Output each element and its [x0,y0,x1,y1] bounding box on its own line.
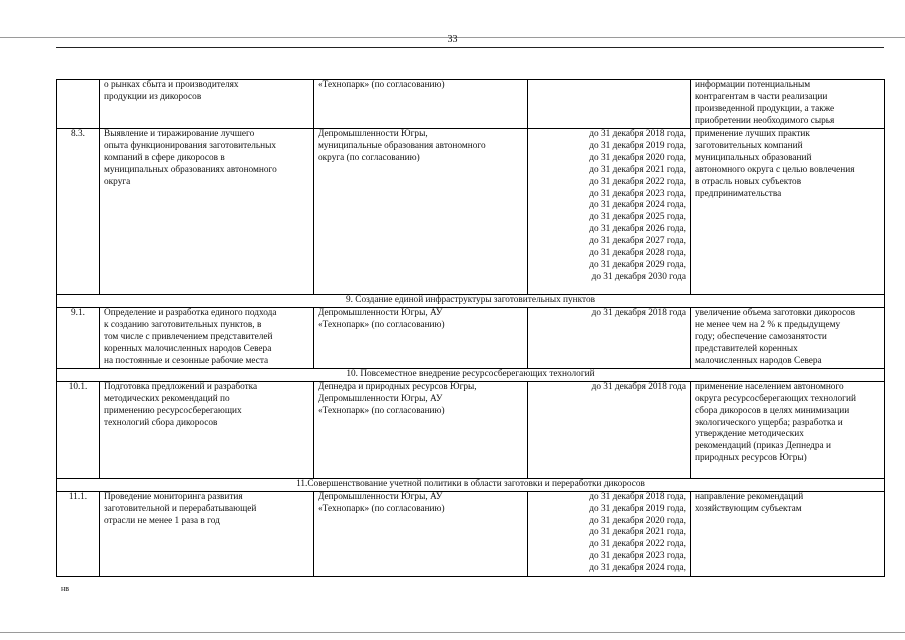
result-cell-line: применение населением автономного [695,381,844,392]
executor-cell-line: Депромышленности Югры, АУ [318,307,443,318]
executor-cell-line: Депнедра и природных ресурсов Югры, [318,381,477,392]
action-cell [100,381,314,478]
action-cell-line: коренных малочисленных народов Севера [104,343,272,354]
executor-cell [314,129,528,295]
action-cell-line: применению ресурсосберегающих [104,405,242,416]
deadline-cell-line: до 31 декабря 2022 года, [589,176,686,187]
table-row [57,307,885,368]
result-cell-line: рекомендаций (приказ Депнедра и [695,441,831,452]
action-cell-line: на постоянные и сезонные рабочие места [104,355,269,366]
deadline-cell [528,80,691,129]
action-cell-line: о рынках сбыта и производителях [104,80,239,90]
action-cell-line: Проведение мониторинга развития [104,491,243,502]
action-cell-line: опыта функционирования заготовительных [104,140,277,151]
result-cell-line: направление рекомендаций [695,491,804,502]
result-cell-line: произведенной продукции, а также [695,103,835,114]
deadline-cell-line: до 31 декабря 2021 года, [589,527,686,538]
deadline-cell [528,491,691,576]
scan-bottom-edge [0,632,905,633]
result-cell-line: хозяйствующим субъектам [695,503,802,514]
deadline-cell-line: до 31 декабря 2030 года [591,271,686,282]
result-cell-line: предпринимательства [695,188,782,199]
section-heading: 11.Совершенствование учетной политики в области заготовки и переработки дикоросов [57,478,885,491]
result-cell-line: году; обеспечение самозанятости [695,331,827,342]
page-number: 33 [447,34,458,45]
executor-cell [314,491,528,576]
action-cell [100,80,314,129]
result-cell-line: округа ресурсосберегающих технологий [695,393,856,404]
executor-cell-line: Депромышленности Югры, АУ [318,393,443,404]
executor-cell-line: Депромышленности Югры, [318,129,428,139]
result-cell-line: в отрасль новых субъектов [695,176,802,187]
deadline-cell-line: до 31 декабря 2020 года, [589,152,686,163]
action-cell-line: методических рекомендаций по [104,393,230,404]
action-cell-line: том числе с привлечением представителей [104,331,273,342]
result-cell [691,307,885,368]
header-rule [56,47,884,48]
result-cell-line: автономного округа с целью вовлечения [695,164,855,175]
deadline-cell-line: до 31 декабря 2020 года, [589,515,686,526]
action-cell-line: Подготовка предложений и разработка [104,381,258,392]
table-row [57,129,885,295]
executor-cell-line: муниципальные образования автономного [318,140,486,151]
deadline-cell-line: до 31 декабря 2028 года, [589,248,686,259]
item-number: 8.3. [57,129,100,295]
result-cell-line: заготовительных компаний [695,140,803,151]
action-cell-line: заготовительной и перерабатывающей [104,503,257,514]
executor-cell-line: округа (по согласованию) [318,152,420,163]
action-cell-line: к созданию заготовительных пунктов, в [104,319,262,330]
executor-cell-line: Депромышленности Югры, АУ [318,491,443,502]
table-row [57,381,885,478]
deadline-cell-line: до 31 декабря 2018 года, [589,129,686,139]
section-heading: 9. Создание единой инфраструктуры заготовительных пунктов [57,295,885,308]
deadline-cell [528,381,691,478]
action-plan-table [56,79,885,577]
deadline-cell-line: до 31 декабря 2023 года, [589,551,686,562]
deadline-cell-line: до 31 декабря 2019 года, [589,140,686,151]
result-cell [691,129,885,295]
item-number: 9.1. [57,307,100,368]
result-cell-line: представителей коренных [695,343,798,354]
section-heading-row [57,295,885,308]
deadline-cell-line: до 31 декабря 2022 года, [589,539,686,550]
result-cell-line: утверждение методических [695,429,804,440]
action-cell-line: компаний в сфере дикоросов в [104,152,225,163]
item-number: 10.1. [57,381,100,478]
executor-cell-line: «Технопарк» (по согласованию) [318,405,445,416]
deadline-cell-line: до 31 декабря 2029 года, [589,259,686,270]
result-cell-line: не менее чем на 2 % к предыдущему [695,319,841,330]
action-cell-line: технологий сбора дикоросов [104,417,218,428]
footer-note: нв [61,584,70,593]
action-cell [100,491,314,576]
section-heading: 10. Повсеместное внедрение ресурсосберегающих технологий [57,368,885,381]
deadline-cell [528,129,691,295]
section-heading-row [57,478,885,491]
deadline-cell-line: до 31 декабря 2025 года, [589,212,686,223]
deadline-cell-line: до 31 декабря 2018 года, [589,491,686,502]
result-cell [691,80,885,129]
deadline-cell-line: до 31 декабря 2024 года, [589,200,686,211]
action-cell-line: продукции из дикоросов [104,91,202,102]
deadline-cell [528,307,691,368]
deadline-cell-line: до 31 декабря 2018 года [591,381,686,392]
result-cell [691,381,885,478]
item-number [57,80,100,129]
result-cell-line: контрагентам в части реализации [695,91,828,102]
result-cell-line: экологического ущерба; разработка и [695,417,843,428]
action-cell-line: Выявление и тиражирование лучшего [104,129,255,139]
deadline-cell-line: до 31 декабря 2024 года, [589,563,686,574]
action-cell-line: Определение и разработка единого подхода [104,307,277,318]
result-cell [691,491,885,576]
executor-cell-line: «Технопарк» (по согласованию) [318,319,445,330]
deadline-cell-line: до 31 декабря 2018 года [591,307,686,318]
deadline-cell-line: до 31 декабря 2027 года, [589,236,686,247]
section-heading-row [57,368,885,381]
deadline-cell-line: до 31 декабря 2023 года, [589,188,686,199]
action-cell-line: округа [104,176,131,187]
item-number: 11.1. [57,491,100,576]
result-cell-line: малочисленных народов Севера [695,355,822,366]
result-cell-line: увеличение объема заготовки дикоросов [695,307,856,318]
result-cell-line: применение лучших практик [695,129,810,139]
result-cell-line: информации потенциальным [695,80,811,90]
action-cell-line: муниципальных образованиях автономного [104,164,277,175]
result-cell-line: приобретении необходимого сырья [695,115,835,126]
action-cell [100,307,314,368]
table-row [57,491,885,576]
executor-cell-line: «Технопарк» (по согласованию) [318,503,445,514]
table-row [57,80,885,129]
deadline-cell-line: до 31 декабря 2026 года, [589,224,686,235]
executor-cell-line: «Технопарк» (по согласованию) [318,80,445,90]
executor-cell [314,381,528,478]
executor-cell [314,80,528,129]
result-cell-line: сбора дикоросов в целях минимизации [695,405,850,416]
action-cell [100,129,314,295]
result-cell-line: муниципальных образований [695,152,812,163]
table-body [57,80,885,577]
deadline-cell-line: до 31 декабря 2021 года, [589,164,686,175]
deadline-cell-line: до 31 декабря 2019 года, [589,503,686,514]
action-cell-line: отрасли не менее 1 раза в год [104,515,220,526]
executor-cell [314,307,528,368]
result-cell-line: природных ресурсов Югры) [695,453,807,464]
